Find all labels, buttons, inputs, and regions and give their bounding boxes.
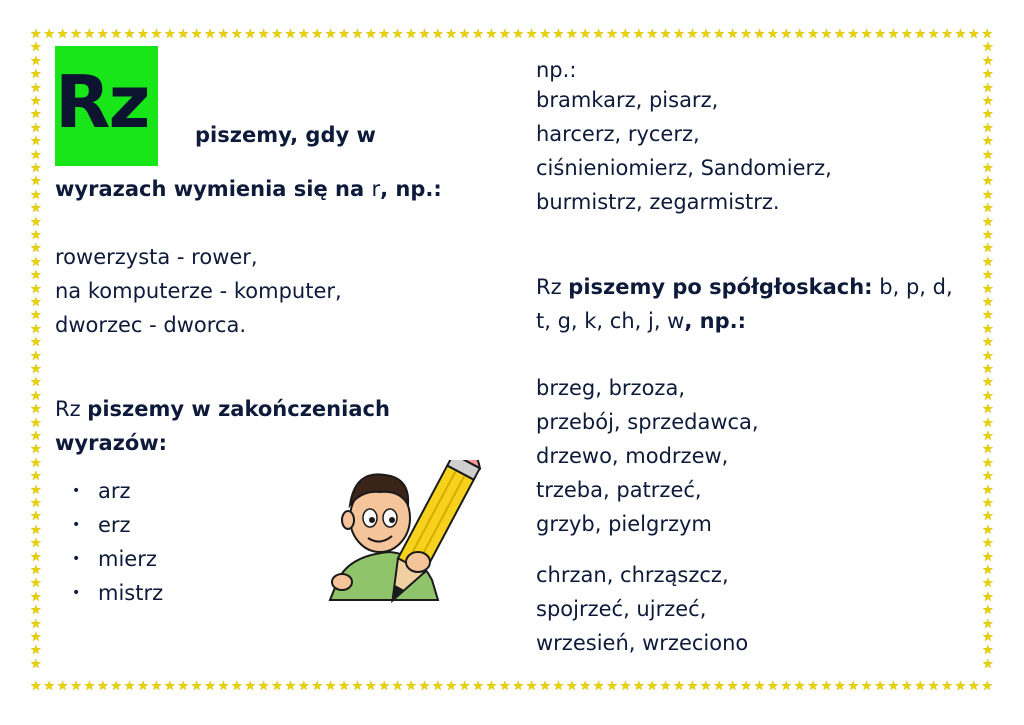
star-icon: ★ bbox=[982, 254, 994, 270]
star-icon: ★ bbox=[982, 201, 994, 217]
star-icon: ★ bbox=[30, 67, 42, 83]
star-icon: ★ bbox=[30, 147, 42, 163]
star-icon: ★ bbox=[982, 348, 994, 364]
word-6: chrzan, chrząszcz, bbox=[536, 563, 729, 587]
star-icon: ★ bbox=[914, 679, 927, 694]
star-icon: ★ bbox=[30, 201, 42, 217]
star-icon: ★ bbox=[566, 27, 578, 42]
star-icon: ★ bbox=[137, 27, 149, 42]
star-icon: ★ bbox=[30, 522, 42, 538]
star-icon: ★ bbox=[982, 603, 994, 619]
right-example-2: harcerz, rycerz, bbox=[536, 122, 700, 146]
star-icon: ★ bbox=[847, 679, 860, 694]
star-icon: ★ bbox=[30, 616, 42, 632]
intro-letter-r: r bbox=[371, 177, 381, 201]
star-icon: ★ bbox=[512, 27, 525, 42]
star-icon: ★ bbox=[860, 679, 873, 694]
star-icon: ★ bbox=[271, 679, 283, 694]
star-icon: ★ bbox=[56, 679, 69, 694]
star-icon: ★ bbox=[539, 27, 551, 42]
star-icon: ★ bbox=[30, 308, 42, 324]
star-icon: ★ bbox=[834, 27, 846, 42]
rz-badge bbox=[55, 46, 158, 166]
star-icon: ★ bbox=[30, 388, 42, 404]
star-icon: ★ bbox=[30, 375, 42, 391]
star-icon: ★ bbox=[30, 134, 42, 150]
star-icon: ★ bbox=[793, 679, 806, 694]
star-icon: ★ bbox=[982, 429, 994, 444]
star-icon: ★ bbox=[887, 679, 900, 694]
star-icon: ★ bbox=[97, 679, 109, 694]
star-icon: ★ bbox=[982, 147, 994, 163]
star-icon: ★ bbox=[982, 536, 994, 552]
word-8: wrzesień, wrzeciono bbox=[536, 631, 749, 655]
star-icon: ★ bbox=[30, 656, 42, 672]
star-icon: ★ bbox=[901, 27, 913, 42]
star-icon: ★ bbox=[659, 679, 672, 694]
star-icon: ★ bbox=[298, 679, 310, 694]
star-icon: ★ bbox=[633, 27, 645, 42]
star-icon: ★ bbox=[30, 643, 42, 659]
star-icon: ★ bbox=[673, 679, 685, 694]
star-icon: ★ bbox=[217, 679, 230, 694]
star-icon: ★ bbox=[982, 375, 994, 391]
star-icon: ★ bbox=[539, 679, 551, 694]
star-icon: ★ bbox=[982, 496, 994, 511]
star-icon: ★ bbox=[391, 679, 404, 694]
star-icon: ★ bbox=[351, 679, 364, 694]
star-icon: ★ bbox=[659, 27, 672, 42]
star-icon: ★ bbox=[982, 402, 994, 418]
star-icon: ★ bbox=[30, 549, 42, 565]
right-example-3: ciśnieniomierz, Sandomierz, bbox=[536, 156, 832, 180]
star-icon: ★ bbox=[619, 679, 632, 694]
word-3: drzewo, modrzew, bbox=[536, 444, 729, 468]
star-icon: ★ bbox=[284, 27, 297, 42]
endings-line-1 bbox=[55, 392, 390, 426]
star-icon: ★ bbox=[847, 27, 860, 42]
star-icon: ★ bbox=[646, 679, 659, 694]
star-icon: ★ bbox=[874, 27, 886, 42]
star-icon: ★ bbox=[753, 679, 766, 694]
star-icon: ★ bbox=[338, 679, 350, 694]
star-icon: ★ bbox=[83, 679, 96, 694]
star-icon: ★ bbox=[30, 509, 42, 525]
star-icon: ★ bbox=[30, 161, 42, 176]
star-icon: ★ bbox=[982, 214, 994, 230]
star-icon: ★ bbox=[30, 362, 42, 377]
star-icon: ★ bbox=[982, 509, 994, 525]
star-icon: ★ bbox=[150, 27, 163, 42]
star-icon: ★ bbox=[231, 27, 243, 42]
star-icon: ★ bbox=[646, 27, 659, 42]
star-icon: ★ bbox=[30, 563, 42, 578]
star-icon: ★ bbox=[83, 27, 96, 42]
star-icon: ★ bbox=[30, 455, 42, 471]
star-icon: ★ bbox=[257, 27, 270, 42]
star-icon: ★ bbox=[284, 679, 297, 694]
star-icon: ★ bbox=[150, 679, 163, 694]
star-icon: ★ bbox=[30, 281, 42, 297]
star-icon: ★ bbox=[418, 679, 431, 694]
star-icon: ★ bbox=[123, 679, 136, 694]
star-icon: ★ bbox=[365, 27, 377, 42]
star-icon: ★ bbox=[700, 679, 712, 694]
star-icon: ★ bbox=[592, 27, 605, 42]
star-icon: ★ bbox=[365, 679, 377, 694]
star-icon: ★ bbox=[445, 27, 458, 42]
rule-letters-1: b, p, d, bbox=[872, 275, 953, 299]
right-np: np.: bbox=[536, 58, 577, 82]
star-icon: ★ bbox=[499, 679, 511, 694]
star-icon: ★ bbox=[820, 679, 833, 694]
star-icon: ★ bbox=[324, 27, 337, 42]
star-icon: ★ bbox=[378, 27, 391, 42]
star-icon: ★ bbox=[982, 67, 994, 83]
star-icon: ★ bbox=[740, 679, 752, 694]
star-icon: ★ bbox=[30, 27, 42, 42]
star-icon: ★ bbox=[982, 161, 994, 176]
star-icon: ★ bbox=[982, 268, 994, 284]
star-icon: ★ bbox=[981, 679, 994, 694]
star-icon: ★ bbox=[30, 415, 42, 431]
star-icon: ★ bbox=[525, 27, 538, 42]
word-7: spojrzeć, ujrzeć, bbox=[536, 597, 707, 621]
star-icon: ★ bbox=[298, 27, 310, 42]
star-icon: ★ bbox=[512, 679, 525, 694]
star-icon: ★ bbox=[30, 630, 42, 645]
star-icon: ★ bbox=[982, 656, 994, 672]
star-icon: ★ bbox=[30, 214, 42, 230]
star-icon: ★ bbox=[874, 679, 886, 694]
star-icon: ★ bbox=[740, 27, 752, 42]
star-icon: ★ bbox=[982, 174, 994, 190]
star-border bbox=[30, 28, 995, 693]
star-icon: ★ bbox=[244, 27, 257, 42]
star-icon: ★ bbox=[927, 27, 940, 42]
star-icon: ★ bbox=[338, 27, 350, 42]
endings-line-2: wyrazów: bbox=[55, 431, 168, 455]
star-icon: ★ bbox=[982, 549, 994, 565]
star-icon: ★ bbox=[30, 679, 42, 694]
star-icon: ★ bbox=[30, 94, 42, 109]
star-icon: ★ bbox=[472, 679, 484, 694]
star-icon: ★ bbox=[56, 27, 69, 42]
star-icon: ★ bbox=[378, 679, 391, 694]
star-icon: ★ bbox=[982, 80, 994, 96]
star-icon: ★ bbox=[982, 308, 994, 324]
list-item: • mistrz bbox=[72, 576, 163, 610]
star-icon: ★ bbox=[941, 27, 953, 42]
star-icon: ★ bbox=[30, 40, 42, 56]
star-icon: ★ bbox=[30, 589, 42, 605]
star-icon: ★ bbox=[525, 679, 538, 694]
star-icon: ★ bbox=[606, 27, 618, 42]
star-icon: ★ bbox=[30, 429, 42, 444]
star-icon: ★ bbox=[244, 679, 257, 694]
star-icon: ★ bbox=[606, 679, 618, 694]
star-icon: ★ bbox=[30, 254, 42, 270]
star-icon: ★ bbox=[968, 679, 980, 694]
star-icon: ★ bbox=[30, 174, 42, 190]
star-icon: ★ bbox=[686, 27, 699, 42]
star-icon: ★ bbox=[351, 27, 364, 42]
word-2: przebój, sprzedawca, bbox=[536, 410, 759, 434]
star-icon: ★ bbox=[177, 27, 190, 42]
star-icon: ★ bbox=[673, 27, 685, 42]
example-1: rowerzysta - rower, bbox=[55, 245, 258, 269]
rule-letters-2: t, g, k, ch, j, w bbox=[536, 309, 685, 333]
star-icon: ★ bbox=[110, 679, 123, 694]
star-icon: ★ bbox=[968, 27, 980, 42]
example-3: dworzec - dworca. bbox=[55, 313, 247, 337]
star-icon: ★ bbox=[231, 679, 243, 694]
star-icon: ★ bbox=[43, 679, 56, 694]
star-icon: ★ bbox=[982, 335, 994, 351]
star-icon: ★ bbox=[887, 27, 900, 42]
star-icon: ★ bbox=[954, 679, 967, 694]
star-icon: ★ bbox=[941, 679, 953, 694]
star-icon: ★ bbox=[30, 53, 42, 69]
star-icon: ★ bbox=[405, 679, 417, 694]
star-icon: ★ bbox=[30, 321, 42, 337]
star-icon: ★ bbox=[901, 679, 913, 694]
star-icon: ★ bbox=[30, 228, 42, 243]
star-icon: ★ bbox=[753, 27, 766, 42]
rule-line-1 bbox=[536, 270, 953, 304]
star-icon: ★ bbox=[982, 482, 994, 498]
star-icon: ★ bbox=[982, 53, 994, 69]
star-icon: ★ bbox=[982, 295, 994, 310]
star-icon: ★ bbox=[579, 679, 592, 694]
endings-bold: piszemy w zakończeniach bbox=[87, 397, 390, 421]
badge-text: Rz bbox=[55, 60, 149, 144]
star-icon: ★ bbox=[780, 27, 793, 42]
endings-prefix: Rz bbox=[55, 397, 88, 421]
star-icon: ★ bbox=[767, 27, 779, 42]
star-icon: ★ bbox=[860, 27, 873, 42]
star-icon: ★ bbox=[204, 27, 216, 42]
star-icon: ★ bbox=[137, 679, 149, 694]
star-icon: ★ bbox=[30, 80, 42, 96]
rule-bold: piszemy po spółgłoskach: bbox=[568, 275, 873, 299]
star-icon: ★ bbox=[30, 482, 42, 498]
star-icon: ★ bbox=[311, 679, 324, 694]
star-icon: ★ bbox=[123, 27, 136, 42]
star-icon: ★ bbox=[982, 522, 994, 538]
star-icon: ★ bbox=[982, 563, 994, 578]
star-icon: ★ bbox=[982, 362, 994, 377]
star-icon: ★ bbox=[982, 643, 994, 659]
star-icon: ★ bbox=[70, 679, 82, 694]
star-icon: ★ bbox=[579, 27, 592, 42]
star-icon: ★ bbox=[982, 120, 994, 136]
star-icon: ★ bbox=[30, 402, 42, 418]
star-icon: ★ bbox=[204, 679, 216, 694]
star-icon: ★ bbox=[834, 679, 846, 694]
word-4: trzeba, patrzeć, bbox=[536, 478, 702, 502]
star-icon: ★ bbox=[700, 27, 712, 42]
intro-line-2 bbox=[55, 172, 442, 206]
star-icon: ★ bbox=[30, 469, 42, 485]
intro-line-2a: wyrazach wymienia się na bbox=[55, 177, 372, 201]
star-icon: ★ bbox=[726, 27, 739, 42]
star-icon: ★ bbox=[982, 576, 994, 592]
star-icon: ★ bbox=[164, 679, 176, 694]
star-icon: ★ bbox=[458, 27, 471, 42]
star-icon: ★ bbox=[726, 679, 739, 694]
star-icon: ★ bbox=[982, 94, 994, 109]
star-icon: ★ bbox=[954, 27, 967, 42]
star-icon: ★ bbox=[981, 27, 994, 42]
star-icon: ★ bbox=[982, 228, 994, 243]
star-icon: ★ bbox=[566, 679, 578, 694]
list-item: • erz bbox=[72, 508, 163, 542]
star-icon: ★ bbox=[713, 27, 726, 42]
star-icon: ★ bbox=[472, 27, 484, 42]
star-icon: ★ bbox=[217, 27, 230, 42]
example-2: na komputerze - komputer, bbox=[55, 279, 342, 303]
star-icon: ★ bbox=[190, 679, 203, 694]
star-icon: ★ bbox=[713, 679, 726, 694]
star-icon: ★ bbox=[164, 27, 176, 42]
star-icon: ★ bbox=[110, 27, 123, 42]
word-1: brzeg, brzoza, bbox=[536, 376, 685, 400]
rule-prefix: Rz bbox=[536, 275, 569, 299]
star-icon: ★ bbox=[405, 27, 417, 42]
star-icon: ★ bbox=[97, 27, 109, 42]
star-icon: ★ bbox=[982, 589, 994, 605]
rule-end: , np.: bbox=[684, 309, 746, 333]
right-example-1: bramkarz, pisarz, bbox=[536, 88, 719, 112]
star-icon: ★ bbox=[30, 241, 42, 257]
star-icon: ★ bbox=[982, 469, 994, 485]
star-icon: ★ bbox=[982, 415, 994, 431]
star-icon: ★ bbox=[324, 679, 337, 694]
star-icon: ★ bbox=[445, 679, 458, 694]
star-icon: ★ bbox=[982, 442, 994, 458]
star-icon: ★ bbox=[552, 679, 565, 694]
star-icon: ★ bbox=[485, 27, 498, 42]
star-icon: ★ bbox=[418, 27, 431, 42]
star-icon: ★ bbox=[30, 335, 42, 351]
boy-with-pencil-illustration bbox=[320, 460, 485, 620]
star-icon: ★ bbox=[30, 536, 42, 552]
star-icon: ★ bbox=[982, 187, 994, 203]
star-icon: ★ bbox=[633, 679, 645, 694]
star-icon: ★ bbox=[982, 388, 994, 404]
star-icon: ★ bbox=[30, 496, 42, 511]
star-icon: ★ bbox=[190, 27, 203, 42]
list-item: • mierz bbox=[72, 542, 163, 576]
star-icon: ★ bbox=[982, 134, 994, 150]
word-5: grzyb, pielgrzym bbox=[536, 512, 712, 536]
star-icon: ★ bbox=[807, 27, 819, 42]
star-icon: ★ bbox=[686, 679, 699, 694]
star-icon: ★ bbox=[793, 27, 806, 42]
star-icon: ★ bbox=[982, 40, 994, 56]
star-icon: ★ bbox=[820, 27, 833, 42]
star-icon: ★ bbox=[257, 679, 270, 694]
star-icon: ★ bbox=[432, 27, 444, 42]
star-icon: ★ bbox=[30, 268, 42, 284]
star-icon: ★ bbox=[552, 27, 565, 42]
intro-line-2c: , np.: bbox=[380, 177, 442, 201]
star-icon: ★ bbox=[619, 27, 632, 42]
star-icon: ★ bbox=[30, 442, 42, 458]
star-icon: ★ bbox=[311, 27, 324, 42]
star-icon: ★ bbox=[807, 679, 819, 694]
star-icon: ★ bbox=[30, 120, 42, 136]
star-icon: ★ bbox=[391, 27, 404, 42]
star-icon: ★ bbox=[30, 603, 42, 619]
star-icon: ★ bbox=[70, 27, 82, 42]
star-icon: ★ bbox=[271, 27, 283, 42]
star-icon: ★ bbox=[432, 679, 444, 694]
star-icon: ★ bbox=[177, 679, 190, 694]
list-item: • arz bbox=[72, 474, 163, 508]
star-icon: ★ bbox=[927, 679, 940, 694]
star-icon: ★ bbox=[592, 679, 605, 694]
star-icon: ★ bbox=[30, 187, 42, 203]
intro-line-1: piszemy, gdy w bbox=[195, 123, 376, 147]
star-icon: ★ bbox=[982, 241, 994, 257]
star-icon: ★ bbox=[982, 616, 994, 632]
star-icon: ★ bbox=[43, 27, 56, 42]
star-icon: ★ bbox=[30, 348, 42, 364]
star-icon: ★ bbox=[982, 455, 994, 471]
endings-list bbox=[72, 474, 163, 610]
right-example-4: burmistrz, zegarmistrz. bbox=[536, 190, 780, 214]
star-icon: ★ bbox=[458, 679, 471, 694]
star-icon: ★ bbox=[780, 679, 793, 694]
star-icon: ★ bbox=[914, 27, 927, 42]
star-icon: ★ bbox=[982, 630, 994, 645]
star-icon: ★ bbox=[30, 295, 42, 310]
star-icon: ★ bbox=[982, 321, 994, 337]
star-icon: ★ bbox=[30, 107, 42, 123]
star-icon: ★ bbox=[982, 107, 994, 123]
star-icon: ★ bbox=[485, 679, 498, 694]
star-icon: ★ bbox=[982, 281, 994, 297]
star-icon: ★ bbox=[30, 576, 42, 592]
star-icon: ★ bbox=[499, 27, 511, 42]
star-icon: ★ bbox=[767, 679, 779, 694]
rule-line-2 bbox=[536, 304, 746, 338]
